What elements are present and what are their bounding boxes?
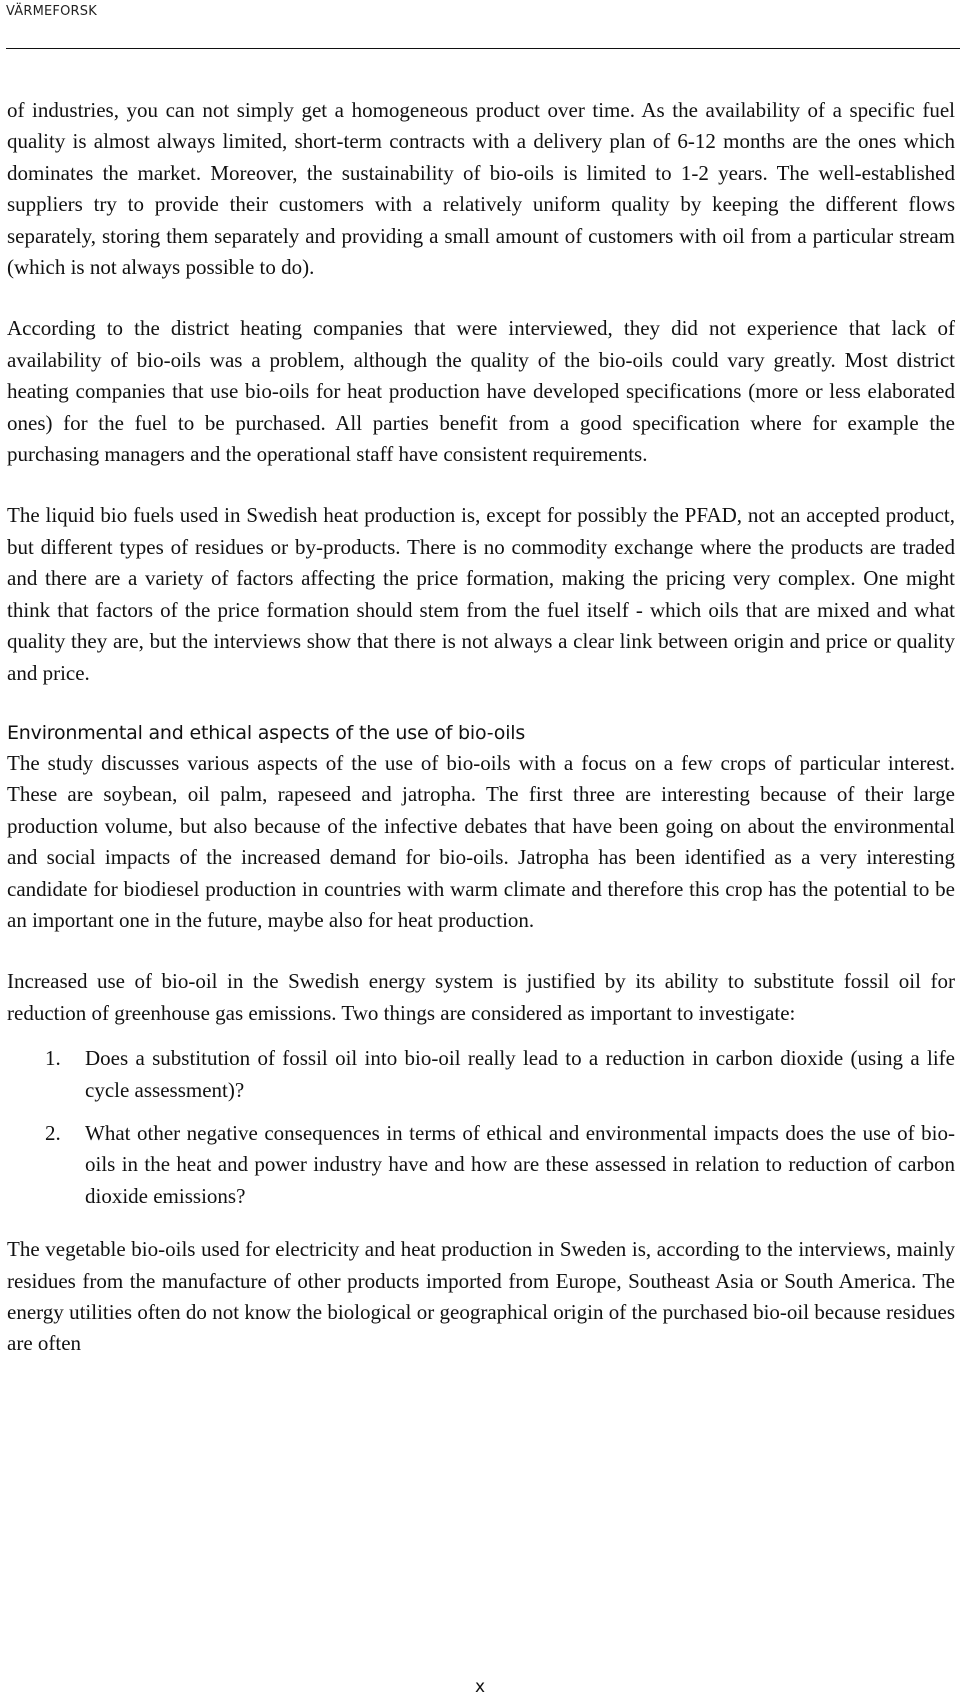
- list-item-text: Does a substitution of fossil oil into bio-oil really lead to a reduction in carbon dioxide (using a life cycle assessment)?: [85, 1046, 955, 1102]
- paragraph: The liquid bio fuels used in Swedish heat production is, except for possibly the PFAD, not an accepted product, but different types of residues or by-products. There is no commodity exchange where the products are traded and there are a variety of factors affecting the price formation, making the pricing very complex. One might think that factors of the price formation should stem from the fuel itself - which oils that are mixed and what quality they are, but the interviews show that there is not always a clear link between origin and price or quality and price.: [7, 503, 955, 685]
- list-item: [7, 1043, 955, 1106]
- paragraph: The vegetable bio-oils used for electricity and heat production in Sweden is, according to the interviews, mainly residues from the manufacture of other products imported from Europe, Southeast Asia or South America. The energy utilities often do not know the biological or geographical origin of the purchased bio-oil because residues are often: [7, 1237, 955, 1356]
- paragraph: Increased use of bio-oil in the Swedish energy system is justified by its ability to substitute fossil oil for reduction of greenhouse gas emissions. Two things are considered as important to investigate:: [7, 969, 955, 1025]
- running-header: VÄRMEFORSK: [6, 4, 97, 19]
- paragraph: The study discusses various aspects of the use of bio-oils with a focus on a few crops of particular interest. These are soybean, oil palm, rapeseed and jatropha. The first three are interesting because of their large production volume, but also because of the infective debates that have been going on about the environmental and social impacts of the increased demand for bio-oils. Jatropha has been identified as a very interesting candidate for biodiesel production in countries with warm climate and therefore this crop has the potential to be an important one in the future, maybe also for heat production.: [7, 750, 955, 932]
- paragraph: of industries, you can not simply get a homogeneous product over time. As the availability of a specific fuel quality is almost always limited, short-term contracts with a delivery plan of 6-12 months are the ones which dominates the market. Moreover, the sustainability of bio-oils is limited to 1-2 years. The well-established suppliers try to provide their customers with a relatively uniform quality by keeping the different flows separately, storing them separately and providing a small amount of customers with oil from a particular stream (which is not always possible to do).: [7, 98, 955, 280]
- header-divider: [6, 48, 960, 49]
- list-item-text: What other negative consequences in terms of ethical and environmental impacts does the use of bio-oils in the heat and power industry have and how are these assessed in relation to reduction of carbon dioxide emissions?: [85, 1120, 955, 1208]
- list-item: [7, 1118, 955, 1212]
- body-text: [7, 95, 955, 1360]
- page-number: x: [474, 1677, 486, 1697]
- section-heading: Environmental and ethical aspects of the use of bio-oils: [7, 721, 526, 744]
- paragraph: According to the district heating companies that were interviewed, they did not experience that lack of availability of bio-oils was a problem, although the quality of the bio-oils could vary greatly. Most district heating companies that use bio-oils for heat production have developed specifications (more or less elaborated ones) for the fuel to be purchased. All parties benefit from a good specification where for example the purchasing managers and the operational staff have consistent requirements.: [7, 316, 955, 467]
- list-item-number: 1.: [45, 1046, 61, 1071]
- list-item-number: 2.: [45, 1120, 61, 1145]
- numbered-list: [7, 1043, 955, 1212]
